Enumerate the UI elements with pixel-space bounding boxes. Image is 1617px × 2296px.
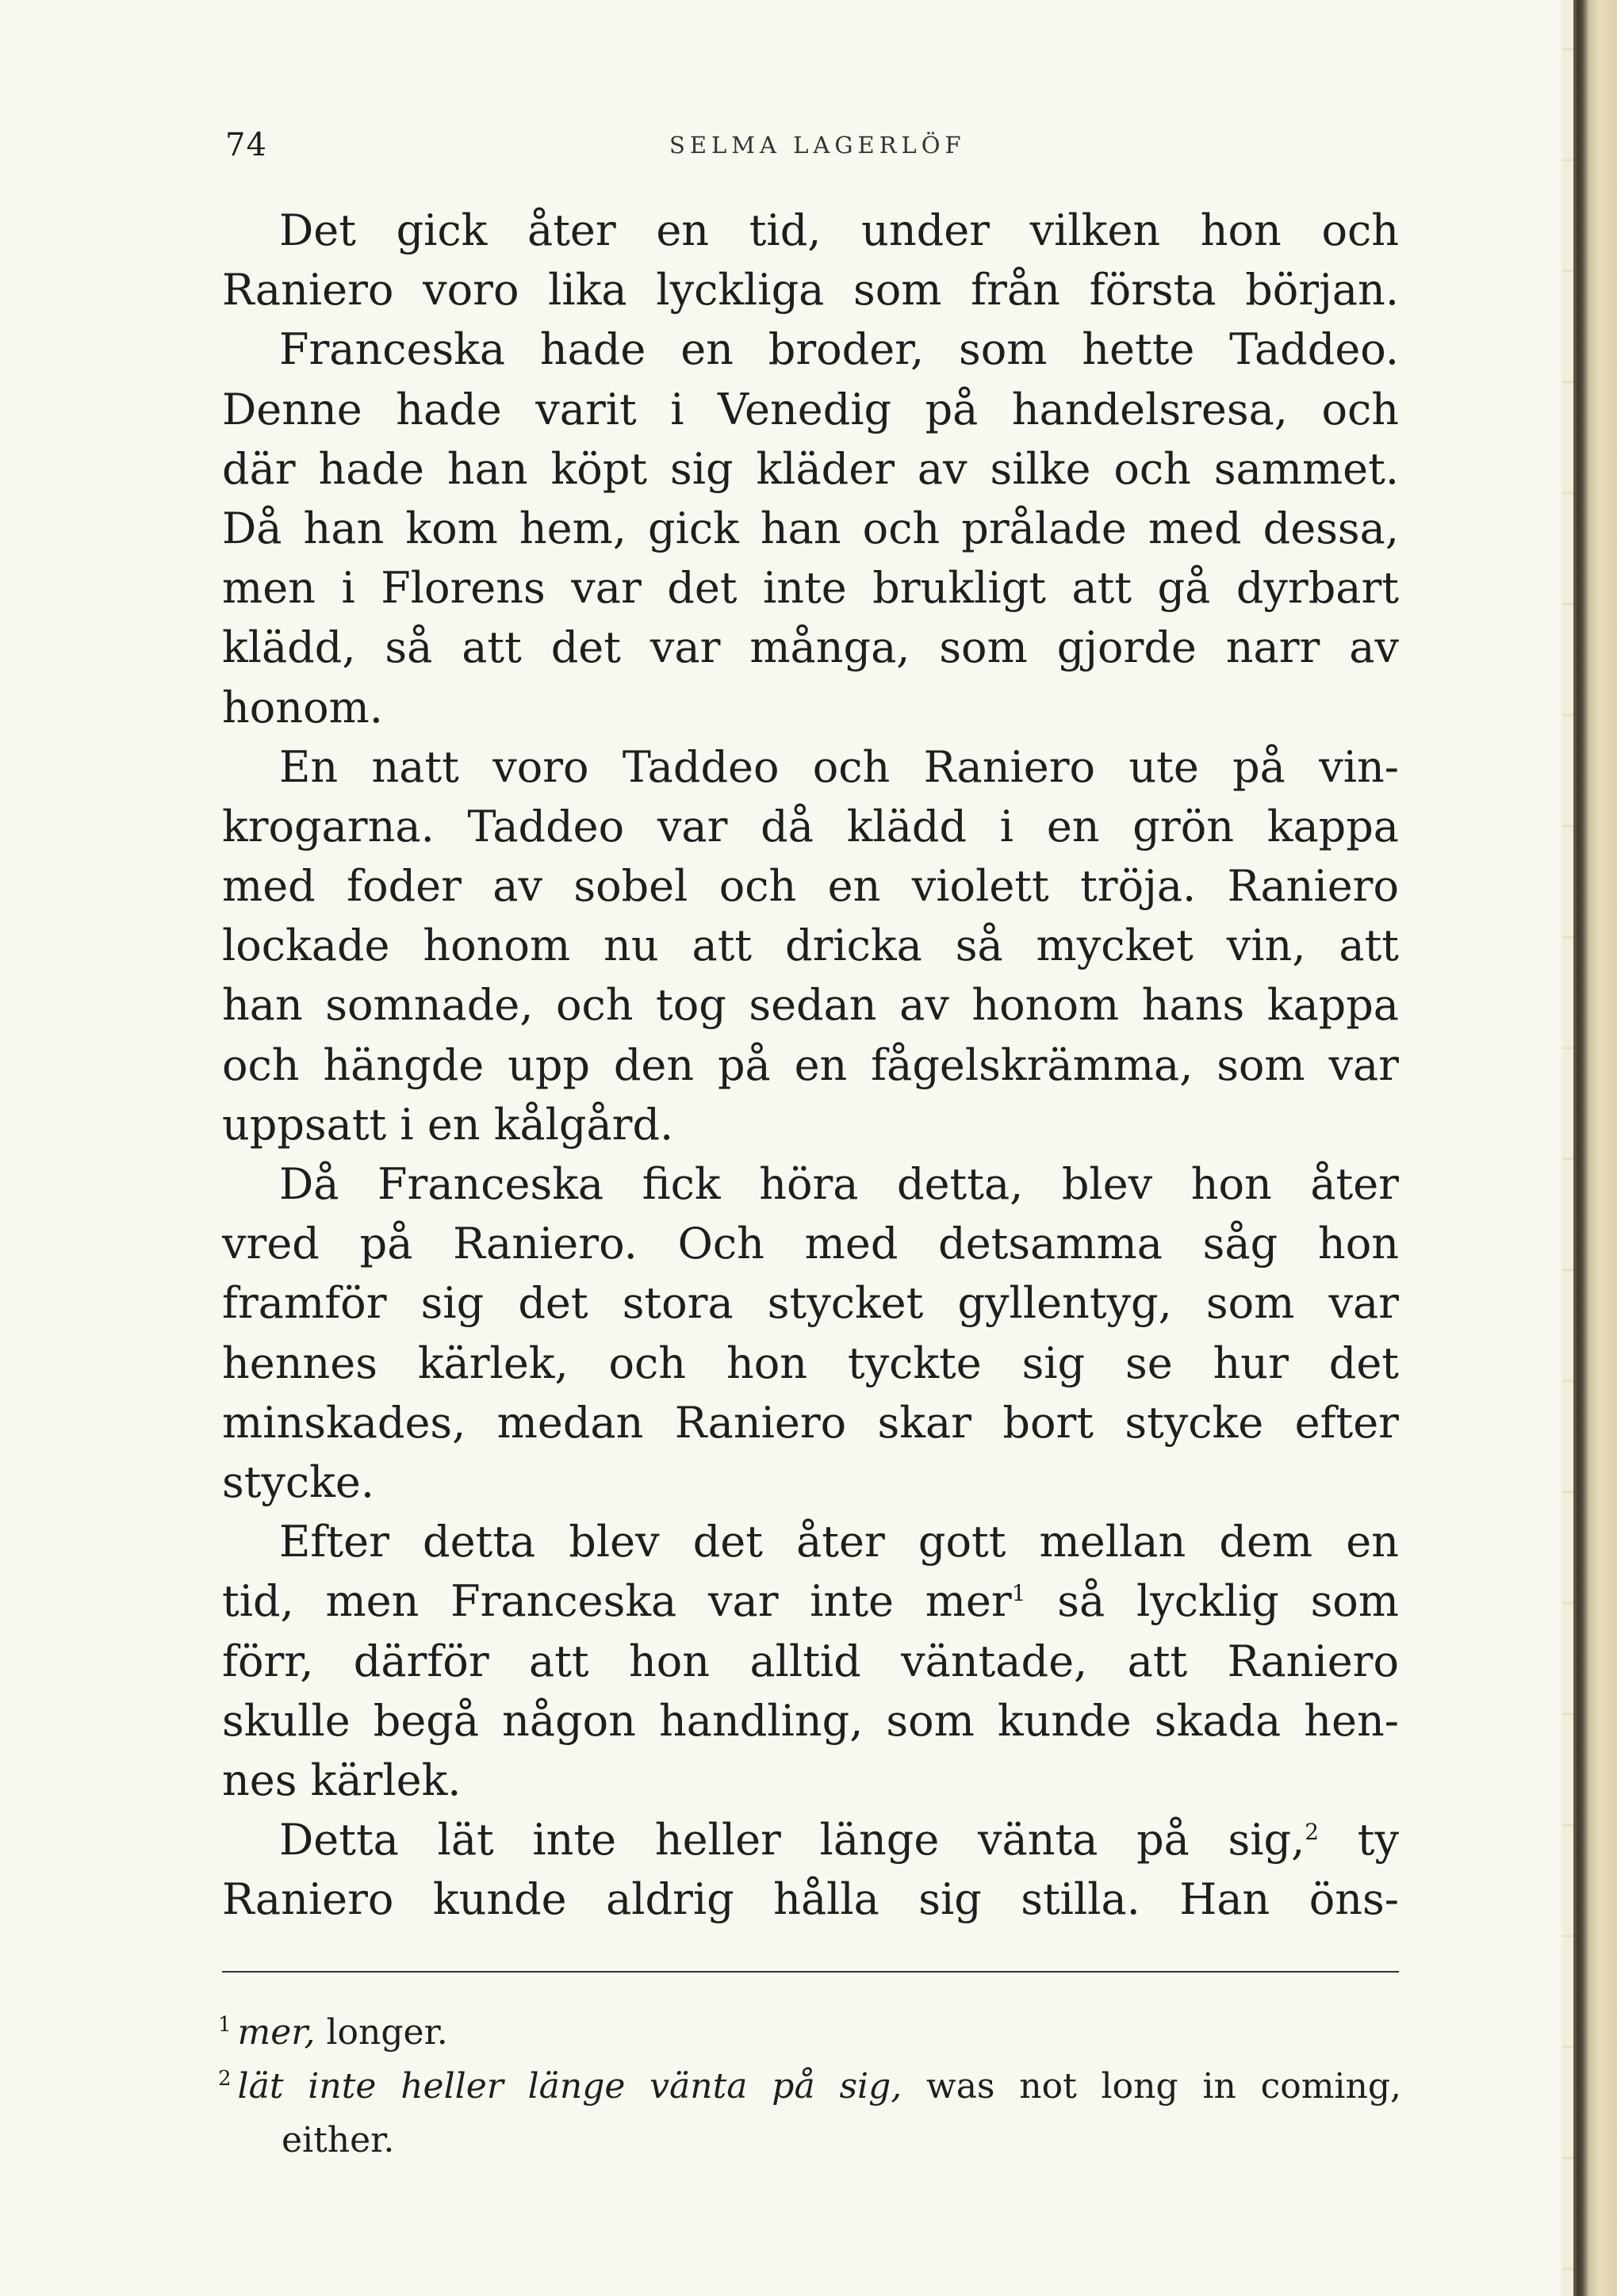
footnote-ref-2: 2	[1305, 1819, 1320, 1846]
text-segment: Detta lät inte heller länge vänta på sig,	[279, 1815, 1305, 1866]
text-line: framför sig det stora stycket gyllentyg, som var	[222, 1278, 1399, 1329]
text-line: förr, därför att hon alltid väntade, att Raniero	[222, 1636, 1399, 1686]
text-line: Franceska hade en broder, som hette Taddeo.	[279, 324, 1399, 375]
footnote-term: lät inte heller länge vänta på sig,	[237, 2066, 902, 2107]
text-line: minskades, medan Raniero skar bort stycke efter	[222, 1397, 1399, 1448]
text-line: Raniero kunde aldrig hålla sig stilla. Han öns-	[222, 1874, 1399, 1925]
text-line: och hängde upp den på en fågelskrämma, som var	[222, 1039, 1399, 1090]
footnote-number: 2	[218, 2067, 232, 2091]
footnote-gloss: longer.	[315, 2012, 448, 2053]
footnote-1	[218, 2006, 1401, 2060]
text-line: lockade honom nu att dricka så mycket vin, att	[222, 920, 1399, 971]
text-line: men i Florens var det inte brukligt att gå dyrbart	[222, 563, 1399, 614]
page-number: 74	[225, 127, 267, 163]
page-fore-edge	[1562, 0, 1573, 2296]
text-line: där hade han köpt sig kläder av silke och sammet.	[222, 443, 1399, 494]
footnote-2-continued: either.	[282, 2120, 395, 2160]
text-line: med foder av sobel och en violett tröja. Raniero	[222, 861, 1399, 912]
text-line: honom.	[222, 682, 383, 733]
text-line: krogarna. Taddeo var då klädd i en grön kappa	[222, 801, 1399, 851]
body-text	[222, 201, 1399, 1929]
text-line: stycke.	[222, 1456, 375, 1507]
text-line: Raniero voro lika lyckliga som från första början.	[222, 265, 1399, 316]
text-line: Efter detta blev det åter gott mellan dem en	[279, 1517, 1399, 1567]
text-line: han somnade, och tog sedan av honom hans kappa	[222, 980, 1399, 1031]
text-line: klädd, så att det var många, som gjorde narr av	[222, 622, 1399, 673]
running-title: SELMA LAGERLÖF	[669, 132, 966, 159]
footnote-ref-1: 1	[1011, 1580, 1026, 1607]
text-segment: tid, men Franceska var inte mer	[222, 1576, 1012, 1627]
text-line: vred på Raniero. Och med detsamma såg hon	[222, 1219, 1399, 1269]
text-line: hennes kärlek, och hon tyckte sig se hur det	[222, 1337, 1399, 1388]
book-page-edge	[1561, 0, 1617, 2296]
footnote-number: 1	[218, 2013, 232, 2038]
text-segment: ty	[1319, 1815, 1399, 1866]
text-line	[222, 1810, 1399, 1869]
text-segment: så lycklig som	[1025, 1576, 1400, 1627]
text-line: Det gick åter en tid, under vilken hon och	[279, 205, 1399, 255]
text-line: En natt voro Taddeo och Raniero ute på vin-	[279, 741, 1399, 792]
footnotes	[218, 2006, 1401, 2168]
text-line: Denne hade varit i Venedig på handelsresa, och	[222, 384, 1399, 434]
footnote-term: mer,	[237, 2012, 316, 2053]
text-line: uppsatt i en kålgård.	[222, 1099, 674, 1150]
text-line: Då han kom hem, gick han och prålade med dessa,	[222, 503, 1399, 553]
footnote-gloss: was not long in coming,	[902, 2066, 1401, 2107]
text-line: Då Franceska fick höra detta, blev hon åter	[279, 1159, 1399, 1209]
text-line	[222, 1571, 1399, 1631]
text-line: skulle begå någon handling, som kunde skada hen-	[222, 1695, 1399, 1746]
footnote-2	[218, 2060, 1401, 2114]
text-line: nes kärlek.	[222, 1755, 462, 1805]
running-head	[225, 127, 1399, 166]
footnote-divider	[222, 1971, 1399, 1973]
